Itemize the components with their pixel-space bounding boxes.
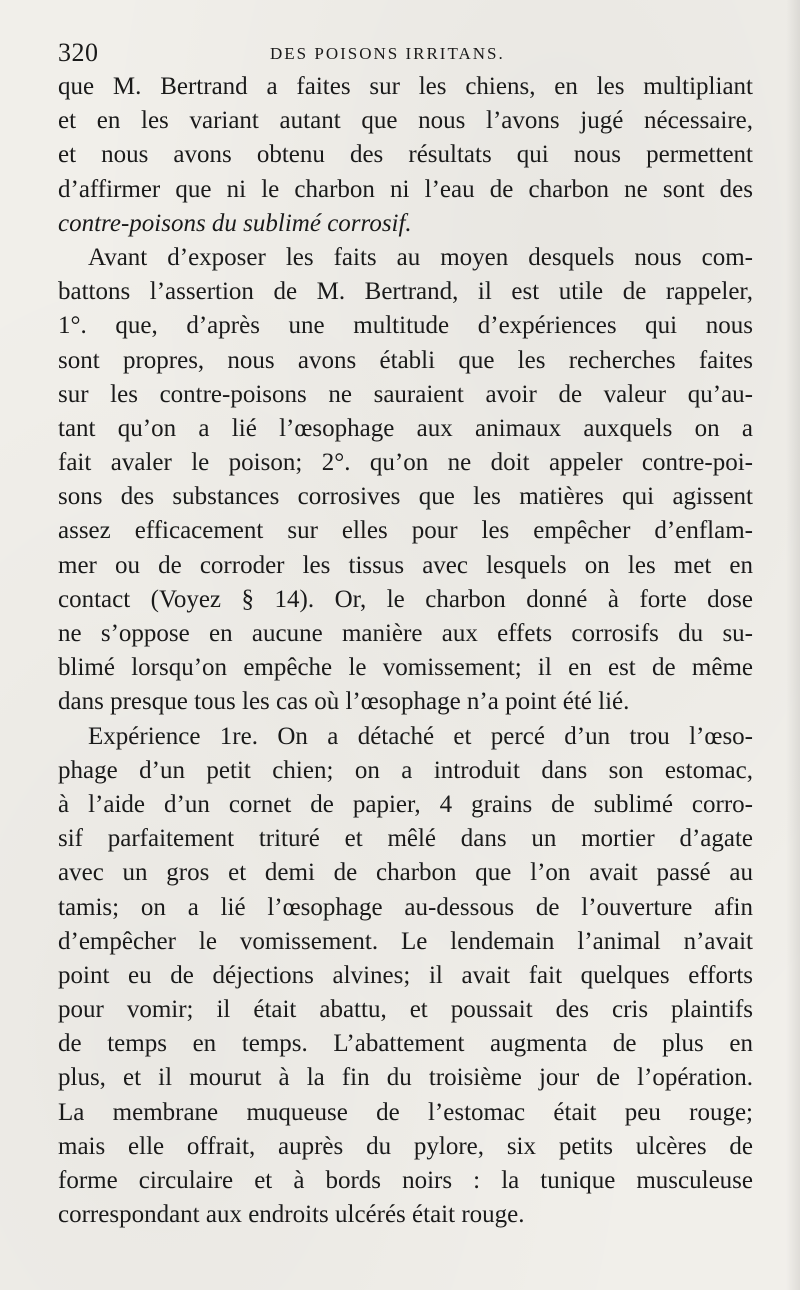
text-line: et nous avons obtenu des résultats qui nous permettent	[58, 141, 753, 169]
page-edge-shadow	[786, 0, 800, 1290]
text-line: fait avaler le poison; 2°. qu’on ne doit appeler contre-poi-	[58, 449, 753, 477]
text-line: que M. Bertrand a faites sur les chiens, en les multipliant	[58, 73, 753, 100]
text-line: Avant d’exposer les faits au moyen desquels nous com-	[88, 243, 753, 271]
text-line: plus, et il mourut à la fin du troisième jour de l’opération.	[58, 1064, 753, 1092]
text-line: tamis; on a lié l’œsophage au-dessous de l’ouverture afin	[58, 893, 753, 921]
text-line: battons l’assertion de M. Bertrand, il est utile de rappeler,	[58, 278, 753, 306]
text-line: sont propres, nous avons établi que les recherches faites	[58, 346, 753, 374]
text-line: contact (Voyez § 14). Or, le charbon donné à forte dose	[58, 585, 753, 613]
text-line: d’empêcher le vomissement. Le lendemain l’animal n’avait	[58, 927, 753, 955]
text-line: Expérience 1re. On a détaché et percé d’un trou l’œso-	[88, 722, 753, 750]
text-line: point eu de déjections alvines; il avait fait quelques efforts	[58, 961, 753, 989]
text-line: et en les variant autant que nous l’avons jugé nécessaire,	[58, 107, 753, 135]
text-line: à l’aide d’un cornet de papier, 4 grains de sublimé corro-	[58, 790, 753, 818]
text-line: pour vomir; il était abattu, et poussait des cris plaintifs	[58, 996, 753, 1024]
body-text	[58, 70, 753, 1232]
text-line: sons des substances corrosives que les matières qui agissent	[58, 483, 753, 511]
text-line: sur les contre-poisons ne sauraient avoir de valeur qu’au-	[58, 380, 753, 408]
text-line: tant qu’on a lié l’œsophage aux animaux auxquels on a	[58, 414, 753, 442]
text-line: de temps en temps. L’abattement augmenta de plus en	[58, 1030, 753, 1058]
page-number: 320	[58, 38, 99, 67]
text-line: mais elle offrait, auprès du pylore, six petits ulcères de	[58, 1132, 753, 1160]
page-header	[58, 38, 748, 68]
text-line: 1°. que, d’après une multitude d’expériences qui nous	[58, 312, 753, 340]
text-line: phage d’un petit chien; on a introduit dans son estomac,	[58, 756, 753, 784]
running-head: DES POISONS IRRITANS.	[270, 44, 505, 63]
text-line: ne s’oppose en aucune manière aux effets corrosifs du su-	[58, 620, 753, 647]
text-line: forme circulaire et à bords noirs : la tunique musculeuse	[58, 1167, 753, 1194]
text-line: mer ou de corroder les tissus avec lesquels on les met en	[58, 551, 753, 579]
text-line: blimé lorsqu’on empêche le vomissement; il en est de même	[58, 654, 753, 682]
text-line: d’affirmer que ni le charbon ni l’eau de charbon ne sont des	[58, 175, 753, 203]
text-line: La membrane muqueuse de l’estomac était peu rouge;	[58, 1098, 753, 1126]
text-line: assez efficacement sur elles pour les empêcher d’enflam-	[58, 517, 753, 545]
text-line: contre-poisons du sublimé corrosif.	[58, 209, 412, 237]
text-line: dans presque tous les cas où l’œsophage n’a point été lié.	[58, 688, 630, 716]
text-line: correspondant aux endroits ulcérés était rouge.	[58, 1201, 525, 1229]
text-line: avec un gros et demi de charbon que l’on avait passé au	[58, 859, 753, 887]
text-line: sif parfaitement trituré et mêlé dans un mortier d’agate	[58, 825, 753, 853]
